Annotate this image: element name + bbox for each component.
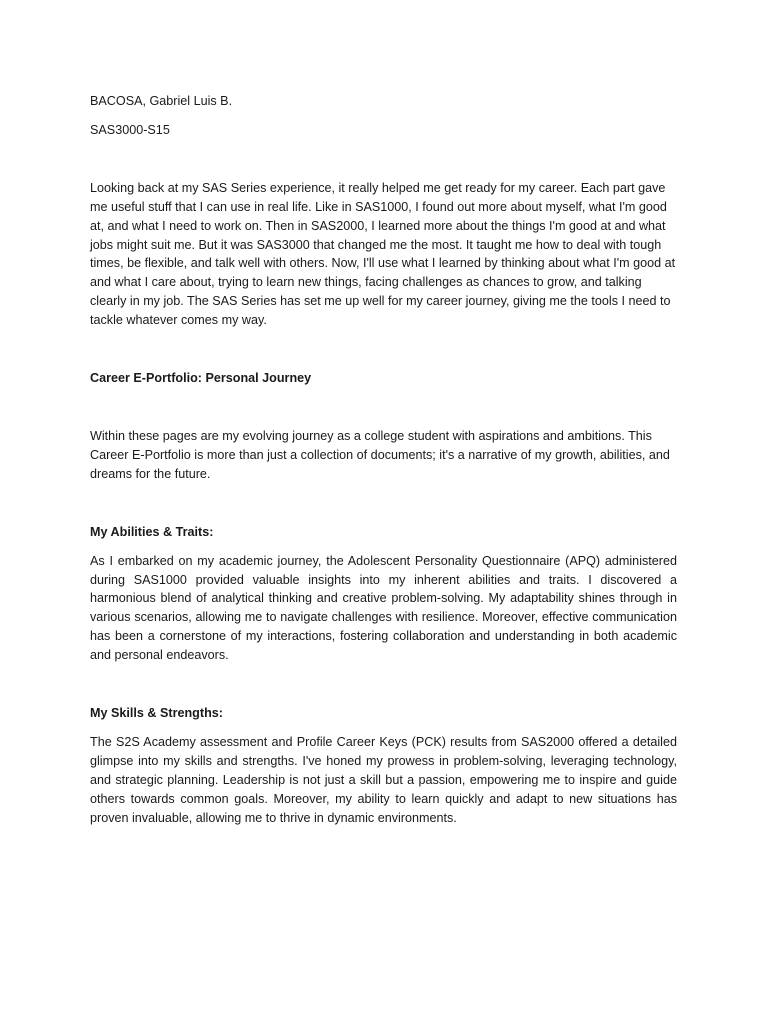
portfolio-intro-paragraph: Within these pages are my evolving journey as a college student with aspirations and ambitions. This Career E-Portfolio is more than just a collection of documents; it's a narrative of my growth, abilities, and dreams for the future. (90, 428, 670, 481)
skills-heading: My Skills & Strengths: (90, 706, 223, 721)
skills-paragraph: The S2S Academy assessment and Profile Career Keys (PCK) results from SAS2000 offered a detailed glimpse into my skills and strengths. I've honed my prowess in problem-solving, leveraging technology, and strategic planning. Leadership is not just a skill but a passion, empowering me to inspire and guide others towards common goals. Moreover, my ability to learn quickly and adapt to new situations has proven invaluable, allowing me to thrive in dynamic environments. (90, 734, 677, 825)
course-section: SAS3000-S15 (90, 122, 170, 137)
portfolio-title: Career E-Portfolio: Personal Journey (90, 371, 312, 386)
abilities-heading: My Abilities & Traits: (90, 524, 214, 539)
abilities-paragraph: As I embarked on my academic journey, the Adolescent Personality Questionnaire (APQ) administered during SAS1000 provided valuable insights into my inherent abilities and traits. I discovered a harmonious blend of analytical thinking and creative problem-solving. My adaptability shines through in various scenarios, allowing me to navigate challenges with resilience. Moreover, effective communication has been a cornerstone of my interactions, fostering collaboration and understanding in both academic and personal endeavors. (90, 553, 677, 663)
student-name: BACOSA, Gabriel Luis B. (90, 94, 233, 108)
document-page (90, 92, 677, 827)
reflection-paragraph: Looking back at my SAS Series experience, it really helped me get ready for my career. Each part gave me useful stuff that I can use in real life. Like in SAS1000, I found out more about myself, what I'm good at, and what I need to work on. Then in SAS2000, I learned more about the things I'm good at and what jobs might suit me. But it was SAS3000 that changed me the most. It taught me how to deal with tough times, be flexible, and talk well with others. Now, I'll use what I learned by thinking about what I'm good at and what I care about, trying to learn new things, facing challenges as chances to grow, and talking clearly in my job. The SAS Series has set me up well for my career journey, giving me the tools I need to tackle whatever comes my way. (90, 180, 676, 328)
